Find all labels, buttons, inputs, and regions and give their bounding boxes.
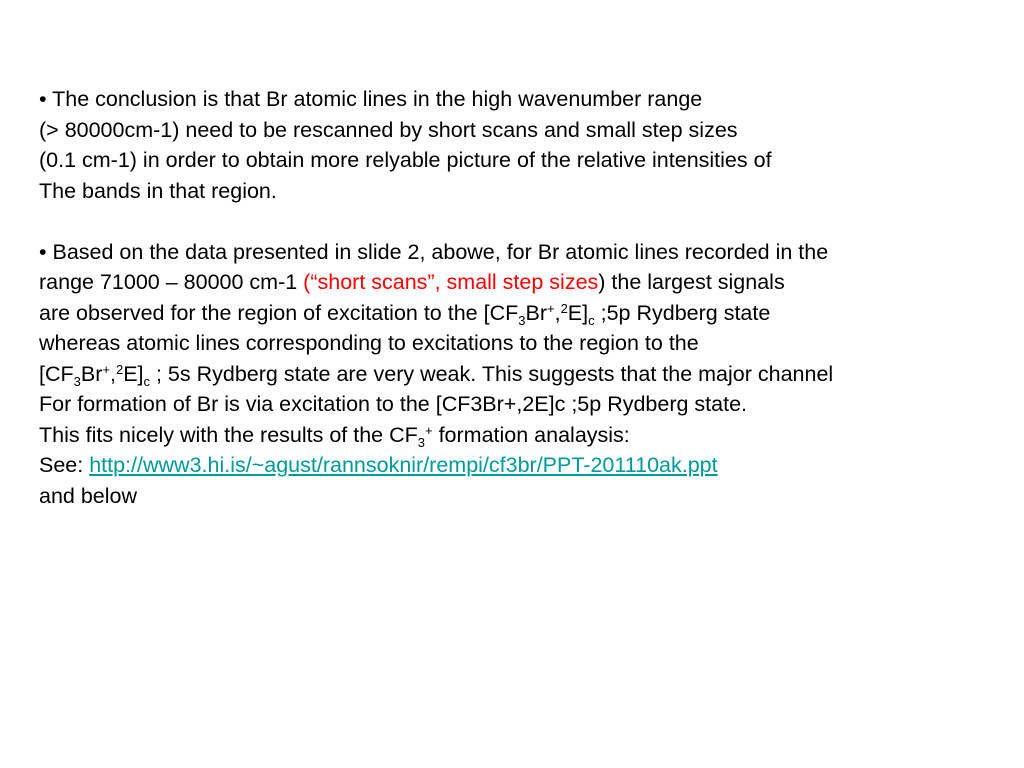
subscript-c: c [588,312,595,328]
paragraph1-line1: • The conclusion is that Br atomic lines in the high wavenumber range [39,87,703,111]
paragraph2-line3-text-a: are observed for the region of excitation to the [CF [39,300,519,325]
ppt-link[interactable]: http://www3.hi.is/~agust/rannsoknir/rempi/cf3br/PPT-201110ak.ppt [89,453,718,477]
paragraph2-line9: and below [39,483,138,508]
paragraph2-line6: For formation of Br is via excitation to the [CF3Br+,2E]c ;5p Rydberg state. [39,392,748,416]
paragraph2-line7-text-a: This fits nicely with the results of the CF [39,422,418,447]
highlight-short-scans: (“short scans”, small step sizes [303,270,599,294]
slide-text-block [39,84,1014,511]
see-label: See: [39,453,90,477]
paragraph1-line3: (0.1 cm-1) in order to obtain more relyable picture of the relative intensities of [39,148,772,172]
paragraph2-line3-text-b: Br [525,300,547,325]
paragraph2-line3 [39,298,1014,329]
paragraph2-line2-text-a: range 71000 – 80000 cm-1 [39,270,304,294]
subscript-3: 3 [73,373,81,389]
paragraph1-line4: The bands in that region. [39,178,277,203]
superscript-2: 2 [115,361,124,377]
superscript-2: 2 [560,300,568,316]
paragraph2-line5-text-d: E] [123,361,144,386]
paragraph2-line5-text-e: ; 5s Rydberg state are very weak. This suggests that the major channel [150,361,834,386]
paragraph2-line7-text-b: formation analaysis: [432,422,630,447]
paragraph2-line5-text-b: Br [80,361,103,386]
paragraph2-line4: whereas atomic lines corresponding to excitations to the region to the [39,331,699,355]
paragraph2-line3-text-d: E] [567,300,589,325]
paragraph2-line7 [39,420,1014,451]
superscript-plus: + [102,361,110,377]
paragraph2-line5-text-a: [CF [39,361,74,386]
subscript-3: 3 [417,434,426,450]
paragraph2-line5-text-c: , [109,361,116,386]
paragraph2-line3-text-e: ;5p Rydberg state [594,300,771,325]
paragraph2-line2-text-b: ) the largest signals [598,270,785,294]
superscript-plus: + [546,300,555,316]
paragraph2-line8 [39,450,1014,481]
paragraph2-line5 [39,359,1014,390]
paragraph2-line2 [39,267,1014,298]
paragraph-spacer [39,206,1014,237]
subscript-3: 3 [518,312,526,328]
subscript-c: c [143,373,151,389]
paragraph2-line1: • Based on the data presented in slide 2, abowe, for Br atomic lines recorded in the [39,239,829,264]
paragraph2-line3-text-c: , [554,300,561,325]
superscript-plus: + [425,422,433,438]
paragraph1-line2: (> 80000cm-1) need to be rescanned by short scans and small step sizes [39,117,738,142]
